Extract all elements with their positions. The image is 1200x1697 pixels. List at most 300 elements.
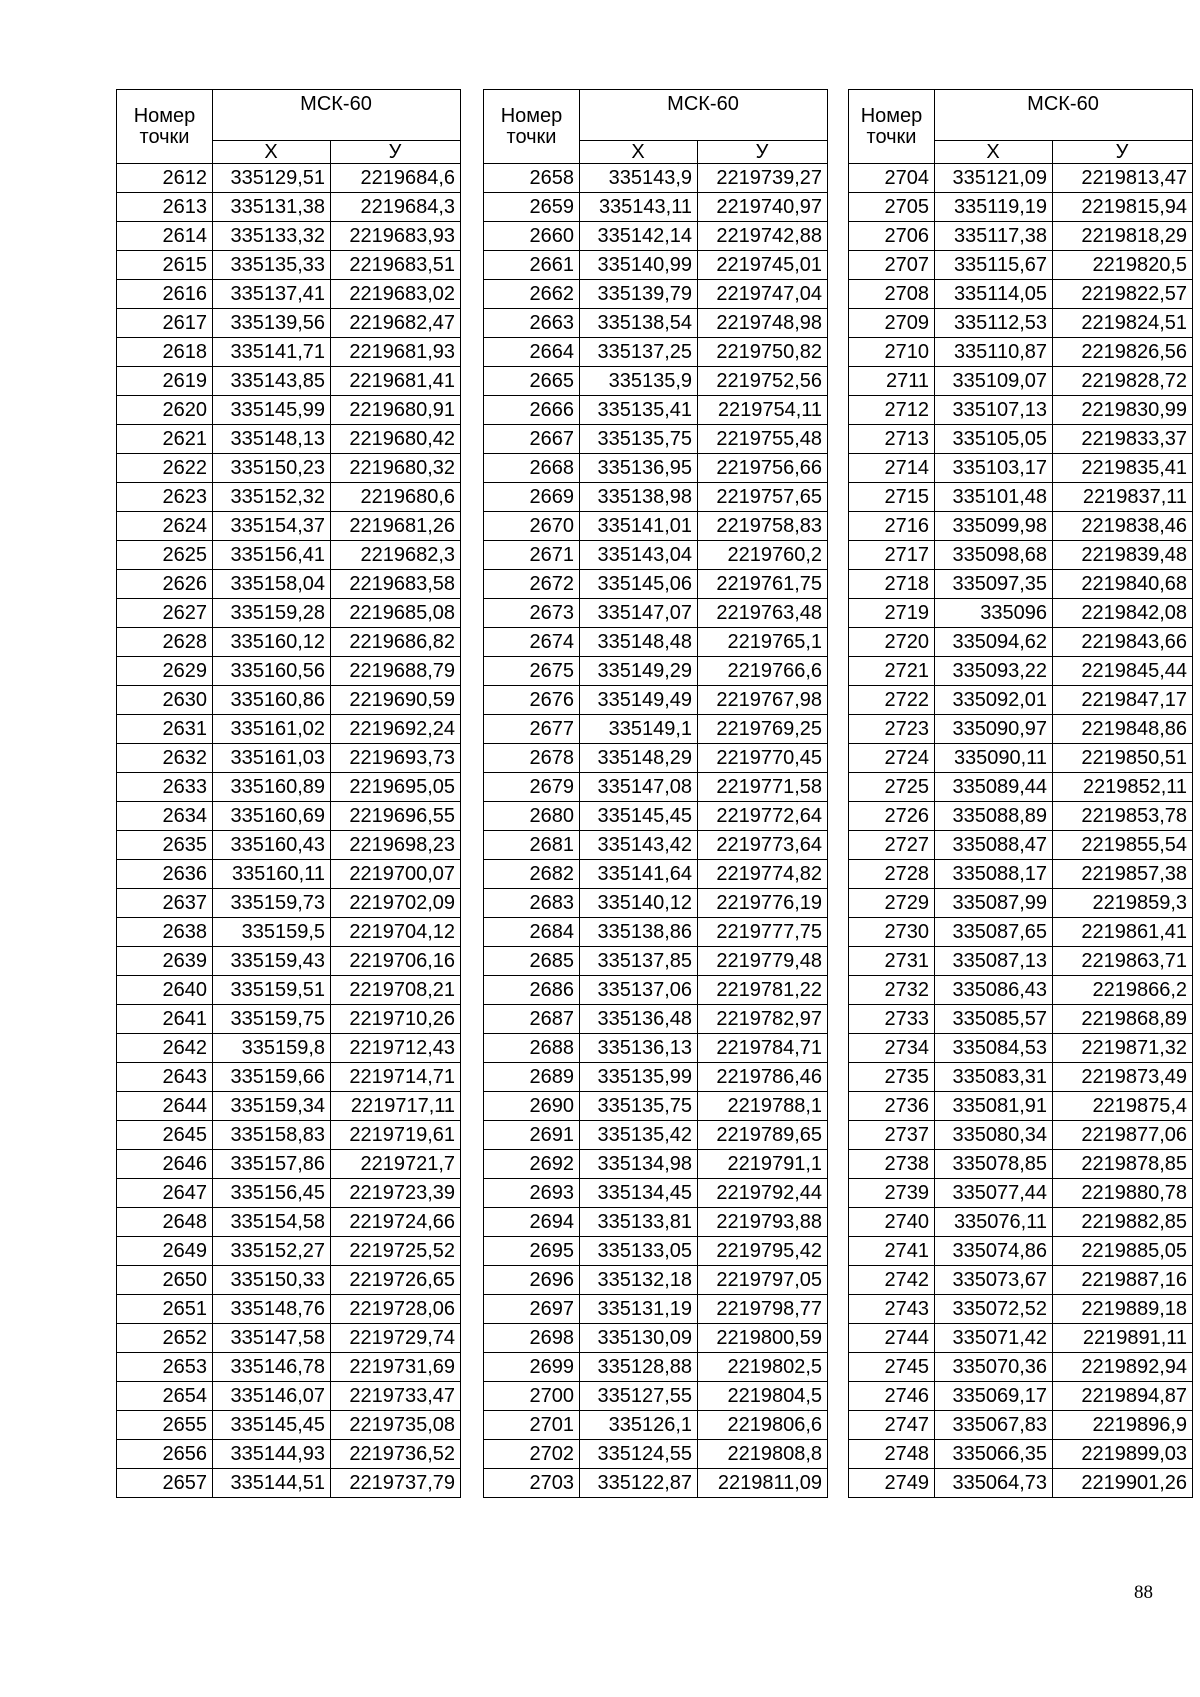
table-row [117,1353,461,1382]
x-cell: 335115,67 [935,251,1053,280]
point-number-cell: 2690 [484,1092,580,1121]
y-cell: 2219686,82 [331,628,461,657]
table-row [849,1179,1193,1208]
point-number-cell: 2686 [484,976,580,1005]
table-row [117,193,461,222]
point-number-cell: 2684 [484,918,580,947]
table-row [849,164,1193,193]
point-number-cell: 2717 [849,541,935,570]
y-cell: 2219837,11 [1053,483,1193,512]
table-row [484,628,828,657]
x-cell: 335143,85 [213,367,331,396]
y-cell: 2219804,5 [698,1382,828,1411]
point-number-cell: 2696 [484,1266,580,1295]
table-row [117,1440,461,1469]
x-cell: 335159,5 [213,918,331,947]
x-cell: 335124,55 [580,1440,698,1469]
point-number-cell: 2744 [849,1324,935,1353]
x-cell: 335078,85 [935,1150,1053,1179]
table-row [117,1237,461,1266]
table-row [849,744,1193,773]
y-cell: 2219683,58 [331,570,461,599]
y-cell: 2219824,51 [1053,309,1193,338]
y-cell: 2219695,05 [331,773,461,802]
point-number-cell: 2734 [849,1034,935,1063]
point-number-cell: 2661 [484,251,580,280]
table-row [484,1005,828,1034]
table-row [484,570,828,599]
table-row [484,1382,828,1411]
y-cell: 2219708,21 [331,976,461,1005]
point-number-cell: 2664 [484,338,580,367]
point-number-cell: 2658 [484,164,580,193]
y-cell: 2219776,19 [698,889,828,918]
x-cell: 335081,91 [935,1092,1053,1121]
table-row [849,1063,1193,1092]
y-cell: 2219754,11 [698,396,828,425]
y-cell: 2219767,98 [698,686,828,715]
y-cell: 2219791,1 [698,1150,828,1179]
table-row [117,889,461,918]
point-number-cell: 2747 [849,1411,935,1440]
table-row [484,1411,828,1440]
table-row [117,1092,461,1121]
y-cell: 2219868,89 [1053,1005,1193,1034]
y-cell: 2219771,58 [698,773,828,802]
x-cell: 335161,02 [213,715,331,744]
x-cell: 335139,79 [580,280,698,309]
y-cell: 2219773,64 [698,831,828,860]
x-cell: 335148,76 [213,1295,331,1324]
y-cell: 2219892,94 [1053,1353,1193,1382]
x-cell: 335127,55 [580,1382,698,1411]
point-number-cell: 2746 [849,1382,935,1411]
x-cell: 335138,86 [580,918,698,947]
x-cell: 335087,65 [935,918,1053,947]
point-number-cell: 2676 [484,686,580,715]
y-cell: 2219733,47 [331,1382,461,1411]
y-cell: 2219815,94 [1053,193,1193,222]
table-row [849,1324,1193,1353]
point-number-cell: 2740 [849,1208,935,1237]
table-row [849,686,1193,715]
y-cell: 2219896,9 [1053,1411,1193,1440]
point-number-cell: 2616 [117,280,213,309]
point-number-cell: 2677 [484,715,580,744]
x-cell: 335083,31 [935,1063,1053,1092]
point-number-cell: 2682 [484,860,580,889]
point-number-cell: 2620 [117,396,213,425]
table-row [117,570,461,599]
point-number-cell: 2701 [484,1411,580,1440]
table-row [484,1034,828,1063]
point-number-cell: 2644 [117,1092,213,1121]
x-cell: 335133,05 [580,1237,698,1266]
y-cell: 2219818,29 [1053,222,1193,251]
table-row [117,483,461,512]
table-row [484,918,828,947]
table-row [849,1121,1193,1150]
table-row [117,309,461,338]
x-cell: 335129,51 [213,164,331,193]
coordinate-system-header: МСК-60 [213,90,461,141]
point-number-cell: 2631 [117,715,213,744]
point-number-header: Номер точки [849,90,935,164]
point-number-cell: 2618 [117,338,213,367]
table-row [849,831,1193,860]
point-number-cell: 2662 [484,280,580,309]
table-row [484,1063,828,1092]
y-cell: 2219706,16 [331,947,461,976]
x-cell: 335144,51 [213,1469,331,1498]
y-cell: 2219752,56 [698,367,828,396]
x-cell: 335114,05 [935,280,1053,309]
x-cell: 335117,38 [935,222,1053,251]
point-number-cell: 2623 [117,483,213,512]
point-number-cell: 2612 [117,164,213,193]
x-cell: 335152,32 [213,483,331,512]
y-cell: 2219680,6 [331,483,461,512]
table-row [849,976,1193,1005]
point-number-cell: 2637 [117,889,213,918]
y-cell: 2219842,08 [1053,599,1193,628]
y-cell: 2219760,2 [698,541,828,570]
table-row [849,1208,1193,1237]
y-cell: 2219772,64 [698,802,828,831]
x-cell: 335145,99 [213,396,331,425]
x-cell: 335089,44 [935,773,1053,802]
y-cell: 2219806,6 [698,1411,828,1440]
point-number-cell: 2613 [117,193,213,222]
point-number-cell: 2680 [484,802,580,831]
table-row [117,1034,461,1063]
y-cell: 2219723,39 [331,1179,461,1208]
table-row [484,686,828,715]
table-row [117,1150,461,1179]
y-cell: 2219735,08 [331,1411,461,1440]
y-cell: 2219756,66 [698,454,828,483]
y-cell: 2219789,65 [698,1121,828,1150]
x-cell: 335097,35 [935,570,1053,599]
table-row [849,483,1193,512]
table-row [849,947,1193,976]
point-number-cell: 2678 [484,744,580,773]
y-cell: 2219820,5 [1053,251,1193,280]
x-cell: 335145,06 [580,570,698,599]
point-number-cell: 2742 [849,1266,935,1295]
y-cell: 2219688,79 [331,657,461,686]
table-row [484,802,828,831]
point-number-cell: 2736 [849,1092,935,1121]
table-row [849,1092,1193,1121]
table-row [117,628,461,657]
point-number-cell: 2632 [117,744,213,773]
x-cell: 335149,29 [580,657,698,686]
y-cell: 2219737,79 [331,1469,461,1498]
point-number-cell: 2642 [117,1034,213,1063]
x-cell: 335085,57 [935,1005,1053,1034]
table-row [849,193,1193,222]
point-number-cell: 2724 [849,744,935,773]
table-row [849,1353,1193,1382]
x-cell: 335149,49 [580,686,698,715]
table-row [484,773,828,802]
point-number-cell: 2674 [484,628,580,657]
point-number-cell: 2712 [849,396,935,425]
table-row [849,657,1193,686]
table-row [849,1440,1193,1469]
table-row [117,1179,461,1208]
y-cell: 2219833,37 [1053,425,1193,454]
point-number-cell: 2675 [484,657,580,686]
table-row [117,831,461,860]
y-cell: 2219871,32 [1053,1034,1193,1063]
point-number-cell: 2689 [484,1063,580,1092]
point-number-cell: 2737 [849,1121,935,1150]
table-row [117,1266,461,1295]
y-cell: 2219877,06 [1053,1121,1193,1150]
y-cell: 2219894,87 [1053,1382,1193,1411]
table-row [849,1295,1193,1324]
y-cell: 2219761,75 [698,570,828,599]
y-cell: 2219875,4 [1053,1092,1193,1121]
y-cell: 2219736,52 [331,1440,461,1469]
point-number-cell: 2626 [117,570,213,599]
y-cell: 2219880,78 [1053,1179,1193,1208]
y-cell: 2219680,42 [331,425,461,454]
point-number-cell: 2627 [117,599,213,628]
y-cell: 2219891,11 [1053,1324,1193,1353]
x-cell: 335158,83 [213,1121,331,1150]
y-cell: 2219828,72 [1053,367,1193,396]
x-header: Х [935,141,1053,164]
y-cell: 2219878,85 [1053,1150,1193,1179]
table-row [484,657,828,686]
point-number-cell: 2652 [117,1324,213,1353]
table-row [849,628,1193,657]
table-row [849,367,1193,396]
table-row [849,541,1193,570]
y-cell: 2219766,6 [698,657,828,686]
table-row [849,1005,1193,1034]
x-cell: 335135,42 [580,1121,698,1150]
table-row [117,686,461,715]
table-row [849,1266,1193,1295]
table-row [117,338,461,367]
y-cell: 2219857,38 [1053,860,1193,889]
x-cell: 335161,03 [213,744,331,773]
x-cell: 335088,89 [935,802,1053,831]
x-cell: 335148,48 [580,628,698,657]
table-row [484,744,828,773]
point-number-cell: 2654 [117,1382,213,1411]
point-number-cell: 2668 [484,454,580,483]
x-cell: 335119,19 [935,193,1053,222]
point-number-cell: 2622 [117,454,213,483]
y-cell: 2219781,22 [698,976,828,1005]
x-cell: 335158,04 [213,570,331,599]
y-cell: 2219777,75 [698,918,828,947]
x-cell: 335160,69 [213,802,331,831]
point-number-cell: 2634 [117,802,213,831]
y-cell: 2219782,97 [698,1005,828,1034]
y-cell: 2219698,23 [331,831,461,860]
point-number-cell: 2638 [117,918,213,947]
x-cell: 335077,44 [935,1179,1053,1208]
x-cell: 335101,48 [935,483,1053,512]
point-number-cell: 2692 [484,1150,580,1179]
x-cell: 335141,01 [580,512,698,541]
y-cell: 2219853,78 [1053,802,1193,831]
y-header: У [1053,141,1193,164]
y-cell: 2219882,85 [1053,1208,1193,1237]
point-number-cell: 2633 [117,773,213,802]
table-row [117,1063,461,1092]
table-row [484,309,828,338]
table-row [849,860,1193,889]
x-cell: 335159,43 [213,947,331,976]
x-cell: 335159,28 [213,599,331,628]
table-row [849,280,1193,309]
point-number-cell: 2625 [117,541,213,570]
table-row [484,338,828,367]
x-cell: 335133,32 [213,222,331,251]
point-number-cell: 2697 [484,1295,580,1324]
point-number-cell: 2735 [849,1063,935,1092]
coordinate-system-header: МСК-60 [580,90,828,141]
table-row [484,1469,828,1498]
point-number-cell: 2727 [849,831,935,860]
point-number-cell: 2615 [117,251,213,280]
x-cell: 335159,8 [213,1034,331,1063]
x-cell: 335160,12 [213,628,331,657]
point-number-cell: 2687 [484,1005,580,1034]
table-row [484,831,828,860]
table-row [484,512,828,541]
table-row [849,1237,1193,1266]
x-cell: 335159,51 [213,976,331,1005]
y-cell: 2219798,77 [698,1295,828,1324]
y-cell: 2219786,46 [698,1063,828,1092]
x-cell: 335105,05 [935,425,1053,454]
point-number-cell: 2695 [484,1237,580,1266]
x-header: Х [213,141,331,164]
table-row [117,280,461,309]
x-cell: 335143,42 [580,831,698,860]
point-number-cell: 2700 [484,1382,580,1411]
x-cell: 335137,25 [580,338,698,367]
y-cell: 2219763,48 [698,599,828,628]
table-row [117,802,461,831]
x-cell: 335137,06 [580,976,698,1005]
point-number-cell: 2679 [484,773,580,802]
point-number-cell: 2738 [849,1150,935,1179]
x-cell: 335128,88 [580,1353,698,1382]
table-row [484,1150,828,1179]
y-cell: 2219724,66 [331,1208,461,1237]
point-number-cell: 2726 [849,802,935,831]
y-cell: 2219702,09 [331,889,461,918]
point-number-cell: 2749 [849,1469,935,1498]
y-cell: 2219797,05 [698,1266,828,1295]
y-cell: 2219739,27 [698,164,828,193]
table-row [849,599,1193,628]
table-row [117,1324,461,1353]
y-cell: 2219758,83 [698,512,828,541]
table-row [484,715,828,744]
y-cell: 2219683,51 [331,251,461,280]
point-number-cell: 2725 [849,773,935,802]
x-cell: 335087,99 [935,889,1053,918]
x-cell: 335159,73 [213,889,331,918]
table-row [849,222,1193,251]
y-cell: 2219704,12 [331,918,461,947]
x-cell: 335154,58 [213,1208,331,1237]
y-cell: 2219682,47 [331,309,461,338]
point-number-cell: 2723 [849,715,935,744]
x-cell: 335137,41 [213,280,331,309]
table-row [484,1092,828,1121]
y-cell: 2219850,51 [1053,744,1193,773]
table-row [484,541,828,570]
x-cell: 335064,73 [935,1469,1053,1498]
point-number-cell: 2693 [484,1179,580,1208]
table-row [849,454,1193,483]
table-row [117,425,461,454]
point-number-cell: 2711 [849,367,935,396]
table-row [117,1469,461,1498]
table-row [117,918,461,947]
x-cell: 335135,33 [213,251,331,280]
y-cell: 2219710,26 [331,1005,461,1034]
y-cell: 2219845,44 [1053,657,1193,686]
table-row [849,773,1193,802]
y-header: У [331,141,461,164]
point-number-cell: 2663 [484,309,580,338]
point-number-cell: 2730 [849,918,935,947]
x-cell: 335067,83 [935,1411,1053,1440]
point-number-cell: 2731 [849,947,935,976]
table-row [484,222,828,251]
x-cell: 335133,81 [580,1208,698,1237]
x-cell: 335156,41 [213,541,331,570]
table-row [849,889,1193,918]
point-number-cell: 2729 [849,889,935,918]
x-cell: 335141,64 [580,860,698,889]
x-cell: 335130,09 [580,1324,698,1353]
x-cell: 335109,07 [935,367,1053,396]
y-cell: 2219681,93 [331,338,461,367]
y-cell: 2219826,56 [1053,338,1193,367]
y-cell: 2219811,09 [698,1469,828,1498]
x-cell: 335094,62 [935,628,1053,657]
y-cell: 2219847,17 [1053,686,1193,715]
x-cell: 335138,54 [580,309,698,338]
point-number-cell: 2649 [117,1237,213,1266]
point-number-cell: 2672 [484,570,580,599]
y-cell: 2219885,05 [1053,1237,1193,1266]
x-cell: 335073,67 [935,1266,1053,1295]
x-cell: 335138,98 [580,483,698,512]
x-cell: 335122,87 [580,1469,698,1498]
x-cell: 335134,45 [580,1179,698,1208]
x-cell: 335136,48 [580,1005,698,1034]
table-row [484,1179,828,1208]
x-cell: 335145,45 [580,802,698,831]
x-cell: 335136,95 [580,454,698,483]
y-cell: 2219835,41 [1053,454,1193,483]
table-row [117,1411,461,1440]
